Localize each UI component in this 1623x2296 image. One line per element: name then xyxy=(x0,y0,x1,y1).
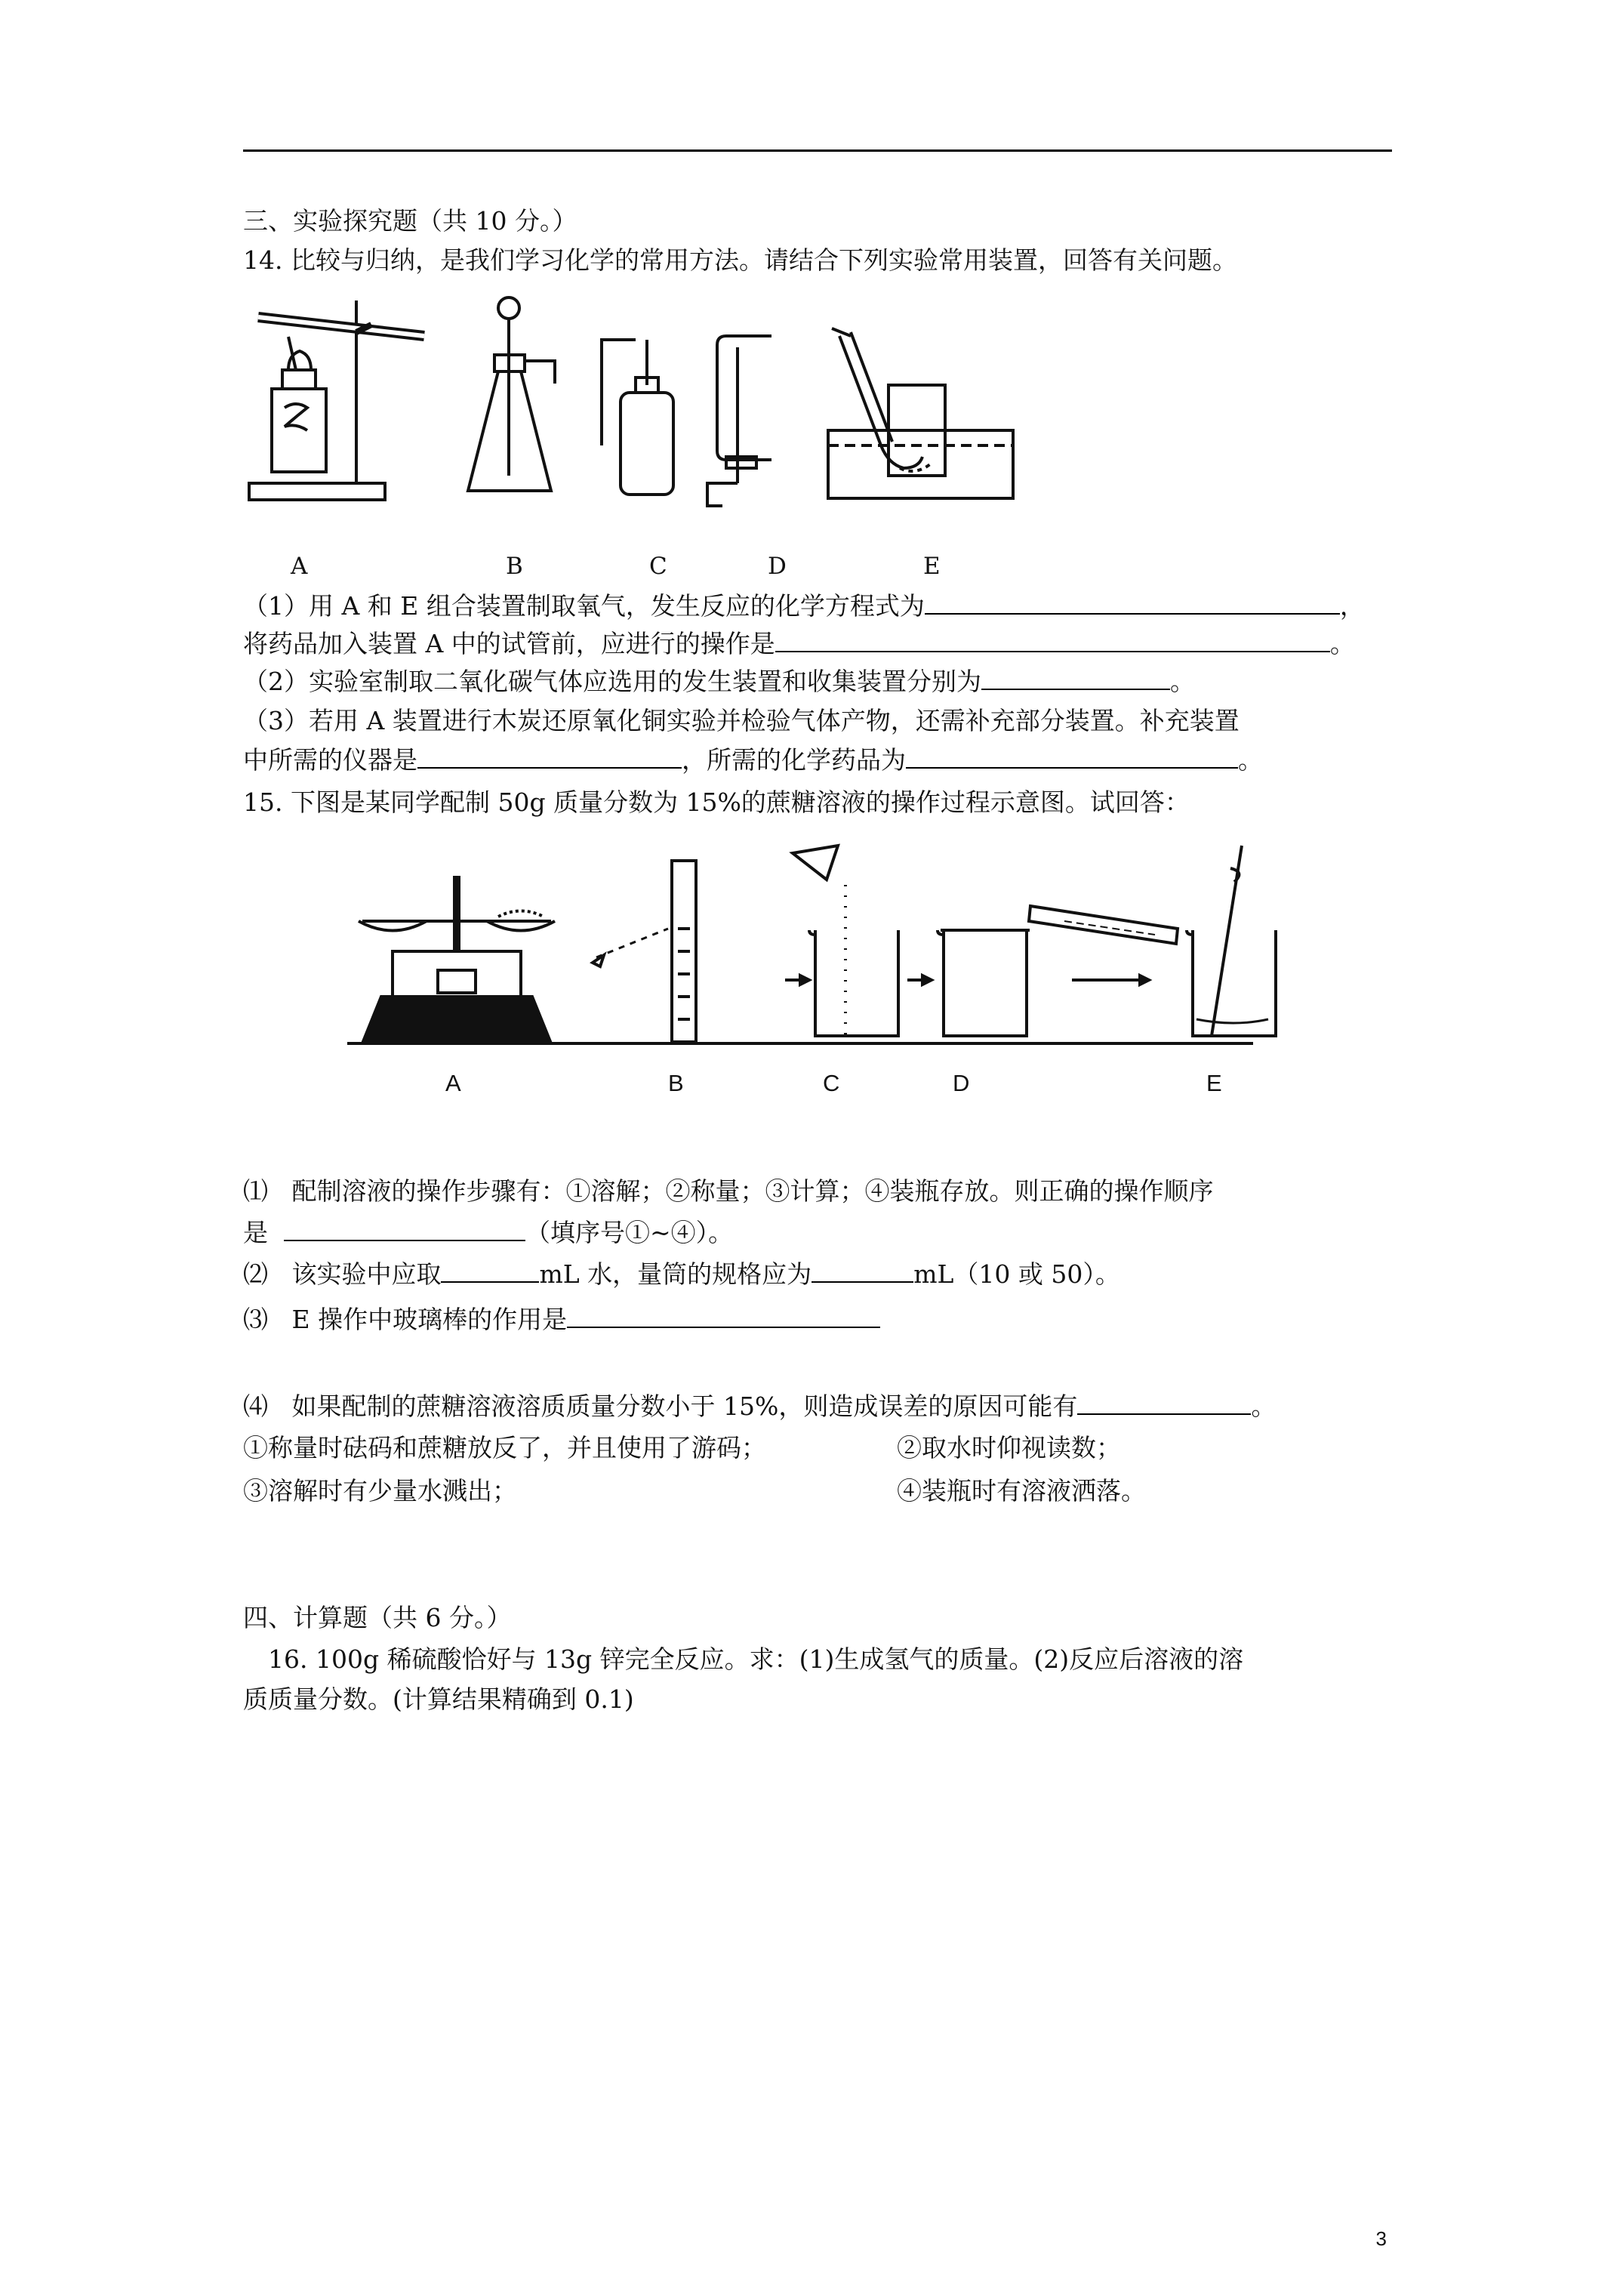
q15-part3-num: ⑶ xyxy=(243,1305,268,1334)
q15-label-e: E xyxy=(1206,1070,1222,1096)
q15-option-3: ③溶解时有少量水溅出； xyxy=(243,1476,517,1505)
q15-part4-num: ⑷ xyxy=(243,1391,268,1421)
section-4-title: 四、计算题（共 6 分。） xyxy=(243,1603,512,1632)
q14-part3-chem-text: ，所需的化学药品为 xyxy=(682,745,906,775)
q15-part3-blank[interactable] xyxy=(567,1304,880,1328)
header-rule xyxy=(243,149,1392,152)
q15-option-1: ①称量时砝码和蔗糖放反了，并且使用了游码； xyxy=(243,1433,766,1462)
apparatus-a xyxy=(249,300,424,500)
q16-line2: 质质量分数。(计算结果精确到 0.1) xyxy=(243,1684,634,1714)
q15-part3 xyxy=(243,1302,880,1337)
cylinder-b xyxy=(593,861,696,1042)
balance-a xyxy=(359,876,555,1043)
q15-part4-period: 。 xyxy=(1251,1391,1277,1421)
q14-part1-blank2[interactable] xyxy=(775,628,1330,652)
q15-option-4: ④装瓶时有溶液洒落。 xyxy=(897,1476,1146,1505)
q14-part1-comma: ， xyxy=(1339,591,1365,621)
q16-line1: 16. 100g 稀硫酸恰好与 13g 锌完全反应。求：(1)生成氢气的质量。(2)反应后溶液的溶 xyxy=(268,1644,1244,1674)
q15-option-2: ②取水时仰视读数； xyxy=(897,1433,1121,1462)
q14-label-c: C xyxy=(649,553,667,580)
q14-label-a: A xyxy=(291,553,308,580)
q15-part2 xyxy=(243,1257,1120,1292)
q15-part2-blank2[interactable] xyxy=(812,1259,913,1283)
q14-part3-blank2[interactable] xyxy=(906,744,1238,769)
q14-part1-blank1[interactable] xyxy=(925,590,1340,615)
q14-part3-instrument-text: 中所需的仪器是 xyxy=(243,745,417,775)
q14-label-e: E xyxy=(923,553,941,580)
q14-part2-text: （2）实验室制取二氧化碳气体应选用的发生装置和收集装置分别为 xyxy=(243,667,981,696)
q15-part4 xyxy=(243,1389,1276,1424)
q15-part4-blank[interactable] xyxy=(1077,1391,1251,1415)
q15-part1-blank[interactable] xyxy=(284,1217,525,1241)
q14-part1-period: 。 xyxy=(1329,629,1355,658)
q15-part1-num: ⑴ xyxy=(243,1176,268,1206)
q14-part1-line2 xyxy=(243,627,1355,661)
section-3-title: 三、实验探究题（共 10 分。） xyxy=(243,206,577,236)
page-number: 3 xyxy=(1375,2227,1387,2250)
q15-stem: 15. 下图是某同学配制 50g 质量分数为 15%的蔗糖溶液的操作过程示意图。试回答： xyxy=(243,787,1190,817)
q15-part1-line2 xyxy=(243,1216,733,1250)
q15-part1-pre: 是 xyxy=(243,1218,268,1247)
apparatus-e xyxy=(828,328,1013,498)
q15-part4-text: 如果配制的蔗糖溶液溶质质量分数小于 15%，则造成误差的原因可能有 xyxy=(291,1391,1078,1421)
q15-label-d: D xyxy=(953,1070,970,1096)
q14-part1-line1 xyxy=(243,589,1365,624)
apparatus-d xyxy=(707,336,771,506)
q14-label-b: B xyxy=(506,553,523,580)
q15-operations-figure xyxy=(347,838,1298,1049)
beaker-d xyxy=(938,930,1030,1036)
q15-part1-post: （填序号①~④）。 xyxy=(525,1218,734,1247)
q14-part2-period: 。 xyxy=(1170,667,1195,696)
q14-part3-line1: （3）若用 A 装置进行木炭还原氧化铜实验并检验气体产物，还需补充部分装置。补充装置 xyxy=(243,706,1240,735)
q14-apparatus-figure xyxy=(243,294,1073,521)
q15-label-b: B xyxy=(668,1070,684,1096)
beaker-e xyxy=(1187,846,1276,1036)
q15-part1-text: 配制溶液的操作步骤有：①溶解；②称量；③计算；④装瓶存放。则正确的操作顺序 xyxy=(291,1176,1214,1206)
q14-part2 xyxy=(243,664,1195,699)
q15-part2-text-c: mL（10 或 50）。 xyxy=(913,1259,1120,1289)
apparatus-c xyxy=(602,340,673,495)
apparatus-b xyxy=(468,297,555,491)
q14-part3-blank1[interactable] xyxy=(417,744,682,769)
q14-part3-period: 。 xyxy=(1238,745,1263,775)
q14-part1-text: （1）用 A 和 E 组合装置制取氧气，发生反应的化学方程式为 xyxy=(243,591,925,621)
q14-stem: 14. 比较与归纳，是我们学习化学的常用方法。请结合下列实验常用装置，回答有关问题。 xyxy=(243,245,1237,275)
q14-part1-op-text: 将药品加入装置 A 中的试管前，应进行的操作是 xyxy=(243,629,775,658)
q14-part2-blank[interactable] xyxy=(981,666,1170,690)
q14-label-d: D xyxy=(768,553,787,580)
q15-part2-num: ⑵ xyxy=(243,1259,268,1289)
q15-label-a: A xyxy=(445,1070,461,1096)
q15-label-c: C xyxy=(823,1070,840,1096)
q15-part2-text-b: mL 水，量筒的规格应为 xyxy=(539,1259,812,1289)
q15-part2-blank1[interactable] xyxy=(441,1259,539,1283)
q14-part3-line2 xyxy=(243,743,1263,778)
q15-part3-text: E 操作中玻璃棒的作用是 xyxy=(291,1305,568,1334)
q15-part1-line1 xyxy=(243,1174,1213,1209)
q15-part2-text-a: 该实验中应取 xyxy=(291,1259,442,1289)
beaker-c xyxy=(793,846,898,1036)
